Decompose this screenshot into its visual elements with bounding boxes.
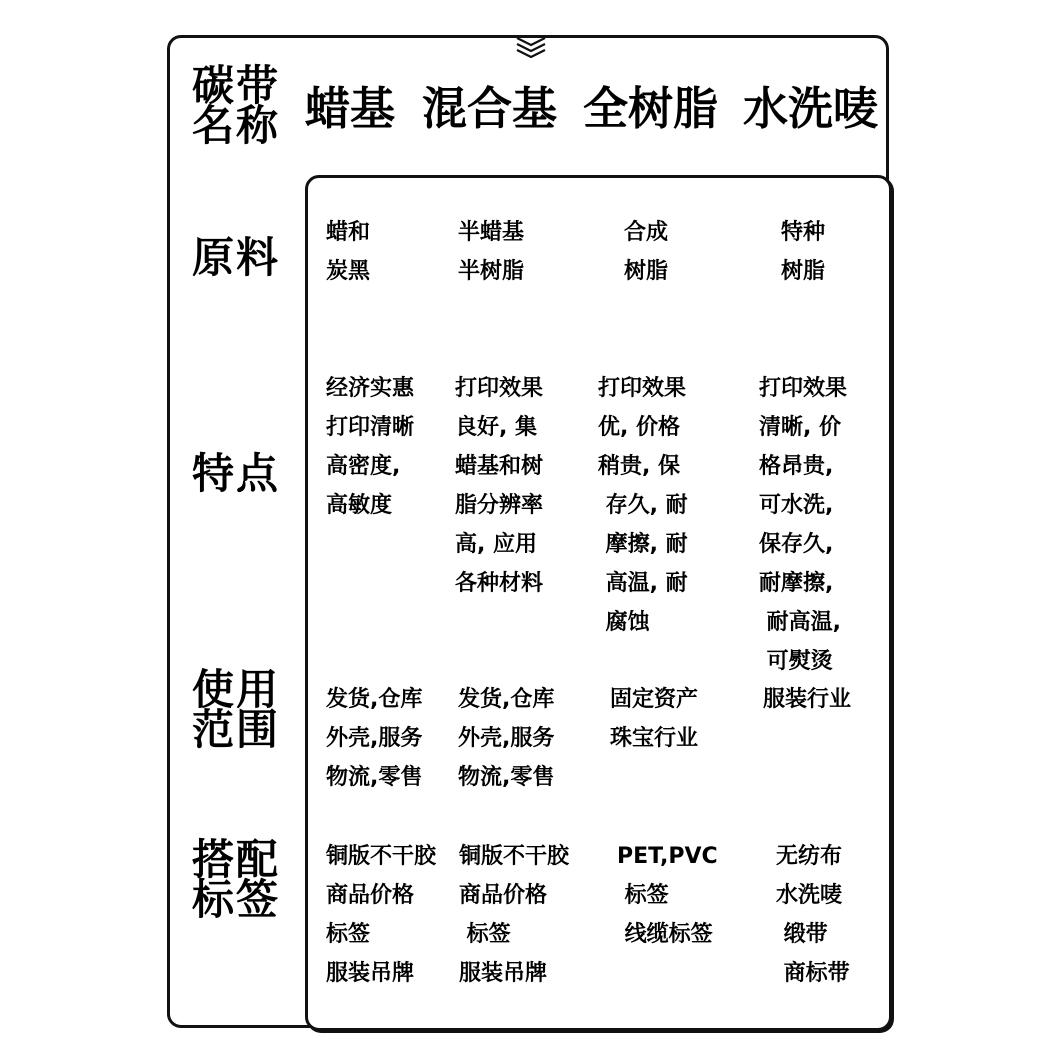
usage-label: 使用 范围 bbox=[192, 665, 281, 754]
labels-cell-wax: 铜版不干胶 商品价格 标签 服装吊牌 bbox=[326, 844, 437, 986]
materials-cell-wax: 蜡和 炭黑 bbox=[326, 220, 371, 284]
ribbon-name-resin: 全树脂 bbox=[583, 82, 719, 135]
ribbon-name-label: 碳带 名称 bbox=[192, 61, 281, 150]
usage-cell-washable: 服装行业 bbox=[763, 687, 852, 712]
features-cell-mixed: 打印效果 良好, 集 蜡基和树 脂分辨率 高, 应用 各种材料 bbox=[455, 376, 544, 596]
labels-cell-washable: 无纺布 水洗唛 缎带 商标带 bbox=[776, 844, 850, 986]
features-cell-washable: 打印效果 清晰, 价 格昂贵, 可水洗, 保存久, 耐摩擦, 耐高温, 可熨烫 bbox=[759, 376, 848, 674]
usage-cell-resin: 固定资产 珠宝行业 bbox=[610, 687, 699, 751]
materials-cell-washable: 特种 树脂 bbox=[781, 220, 826, 284]
materials-label: 原料 bbox=[192, 233, 281, 282]
materials-cell-mixed: 半蜡基 半树脂 bbox=[458, 220, 525, 284]
ribbon-name-mixed: 混合基 bbox=[422, 82, 558, 135]
usage-cell-mixed: 发货,仓库 外壳,服务 物流,零售 bbox=[458, 687, 555, 790]
features-label: 特点 bbox=[192, 449, 281, 498]
materials-cell-resin: 合成 树脂 bbox=[624, 220, 669, 284]
labels-cell-resin: PET,PVC 标签 线缆标签 bbox=[617, 844, 718, 947]
labels-cell-mixed: 铜版不干胶 商品价格 标签 服装吊牌 bbox=[459, 844, 570, 986]
ribbon-name-wax: 蜡基 bbox=[305, 82, 396, 135]
ribbon-name-washable: 水洗唛 bbox=[743, 82, 879, 135]
chevron-down-icon bbox=[515, 36, 547, 58]
usage-cell-wax: 发货,仓库 外壳,服务 物流,零售 bbox=[326, 687, 423, 790]
features-cell-wax: 经济实惠 打印清晰 高密度, 高敏度 bbox=[326, 376, 415, 518]
labels-label: 搭配 标签 bbox=[192, 835, 281, 924]
features-cell-resin: 打印效果 优, 价格 稍贵, 保 存久, 耐 摩擦, 耐 高温, 耐 腐蚀 bbox=[598, 376, 688, 635]
